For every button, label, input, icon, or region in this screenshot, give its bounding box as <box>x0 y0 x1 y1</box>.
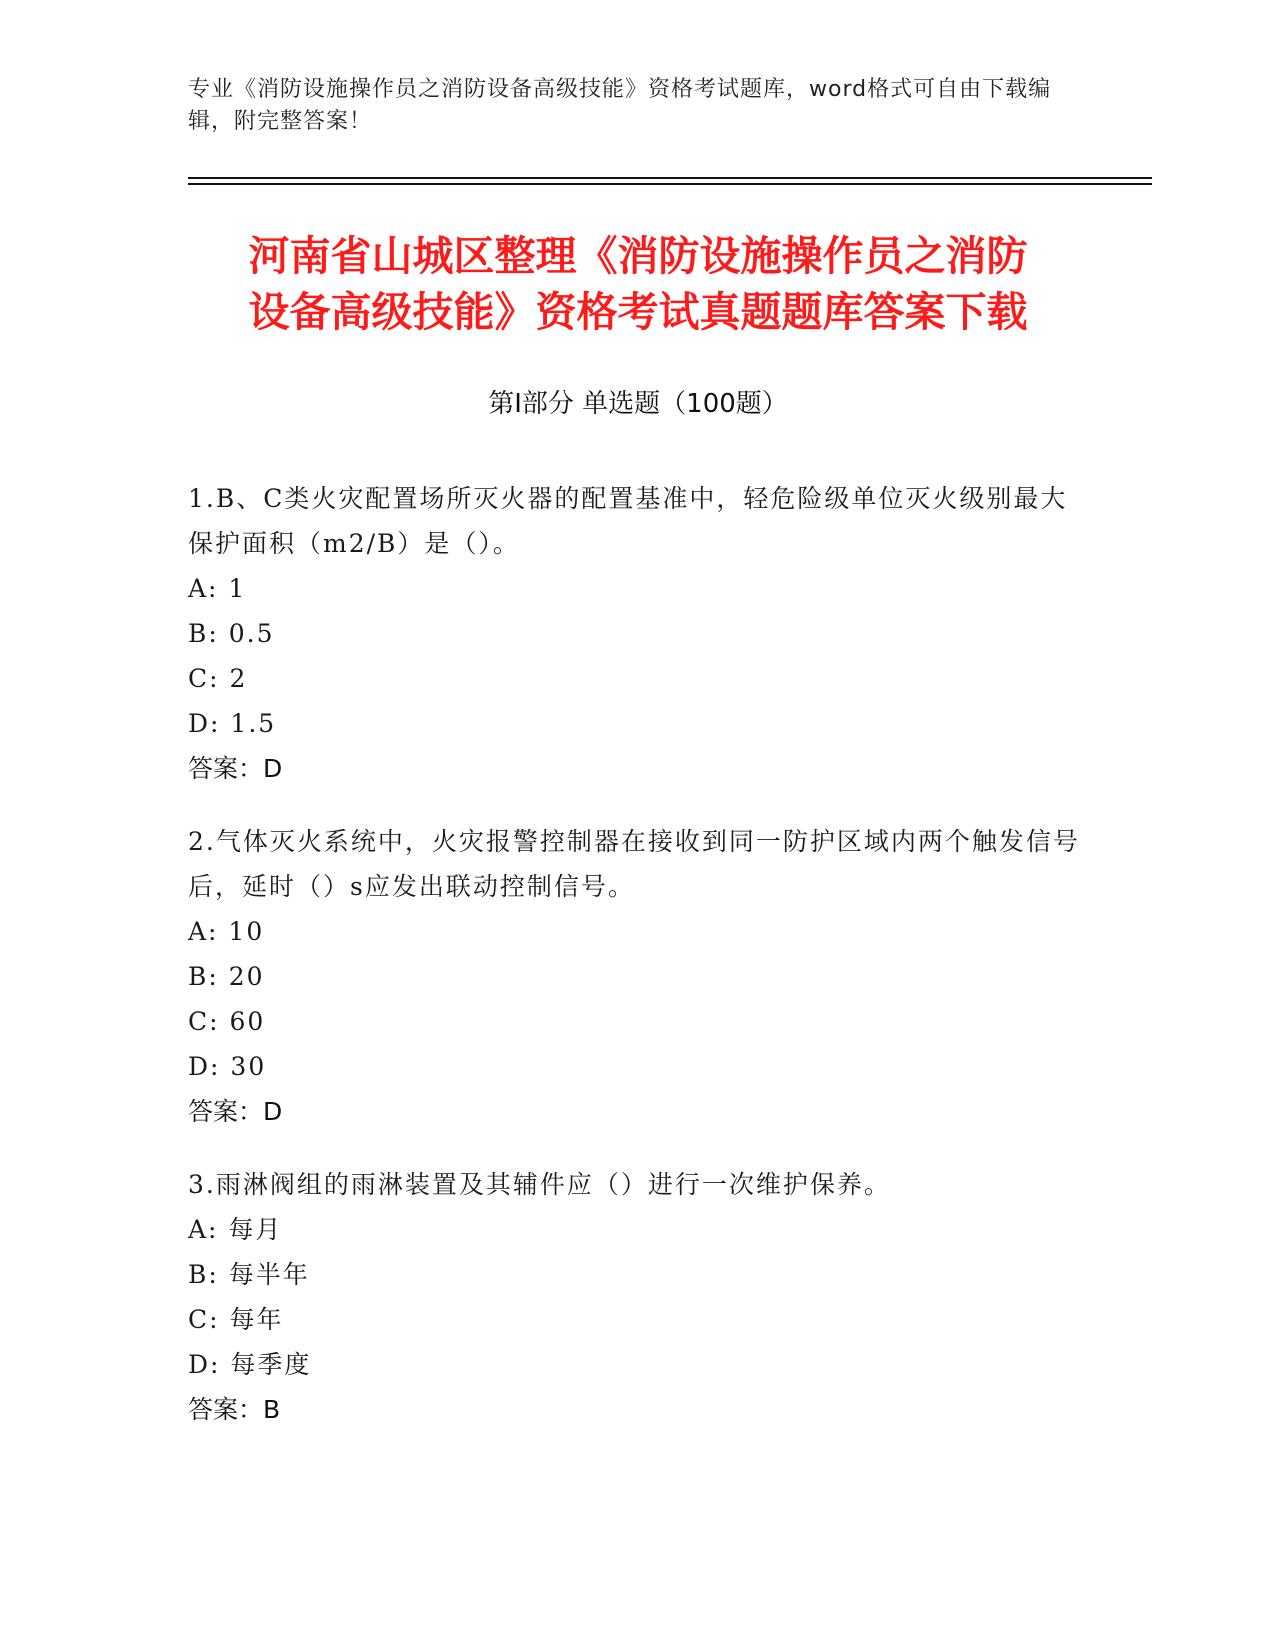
option-c: C: 每年 <box>188 1305 284 1334</box>
answer-value: B <box>263 1395 281 1424</box>
option-d: D: 1.5 <box>188 709 277 738</box>
option-b: B: 每半年 <box>188 1260 310 1289</box>
option-d: D: 每季度 <box>188 1350 312 1379</box>
question-2 <box>188 819 1088 1134</box>
option-a: A: 1 <box>188 574 247 603</box>
section-title: 第Ⅰ部分 单选题（100题） <box>488 389 788 419</box>
option-a: A: 每月 <box>188 1215 283 1244</box>
answer-line <box>188 1089 1088 1134</box>
answer-label: 答案： <box>188 1395 264 1424</box>
answer-line <box>188 746 1088 791</box>
option-c: C: 60 <box>188 1007 266 1036</box>
option-c: C: 2 <box>188 664 248 693</box>
header-rule-top <box>188 177 1152 179</box>
document-title-line-2: 设备高级技能》资格考试真题题库答案下载 <box>248 288 1028 336</box>
document-title <box>188 228 1088 340</box>
question-text: 1.B、C类火灾配置场所灭火器的配置基准中，轻危险级单位灭火级别最大保护面积（m2/B）是（）。 <box>188 484 1068 558</box>
question-3 <box>188 1162 1088 1432</box>
question-text: 3.雨淋阀组的雨淋装置及其辅件应（）进行一次维护保养。 <box>188 1170 891 1199</box>
question-1 <box>188 476 1088 791</box>
answer-value: D <box>263 1097 283 1126</box>
answer-value: D <box>263 754 283 783</box>
header-note: 专业《消防设施操作员之消防设备高级技能》资格考试题库，word格式可自由下载编辑，附完整答案！ <box>188 77 1052 134</box>
answer-label: 答案： <box>188 754 264 783</box>
question-text: 2.气体灭火系统中，火灾报警控制器在接收到同一防护区域内两个触发信号后，延时（）s应发出联动控制信号。 <box>188 827 1080 901</box>
option-b: B: 20 <box>188 962 265 991</box>
header-rule-bottom <box>188 183 1152 185</box>
question-list <box>188 476 1088 1460</box>
option-a: A: 10 <box>188 917 265 946</box>
answer-line <box>188 1387 1088 1432</box>
answer-label: 答案： <box>188 1097 264 1126</box>
option-d: D: 30 <box>188 1052 267 1081</box>
document-title-line-1: 河南省山城区整理《消防设施操作员之消防 <box>248 232 1028 280</box>
option-b: B: 0.5 <box>188 619 275 648</box>
